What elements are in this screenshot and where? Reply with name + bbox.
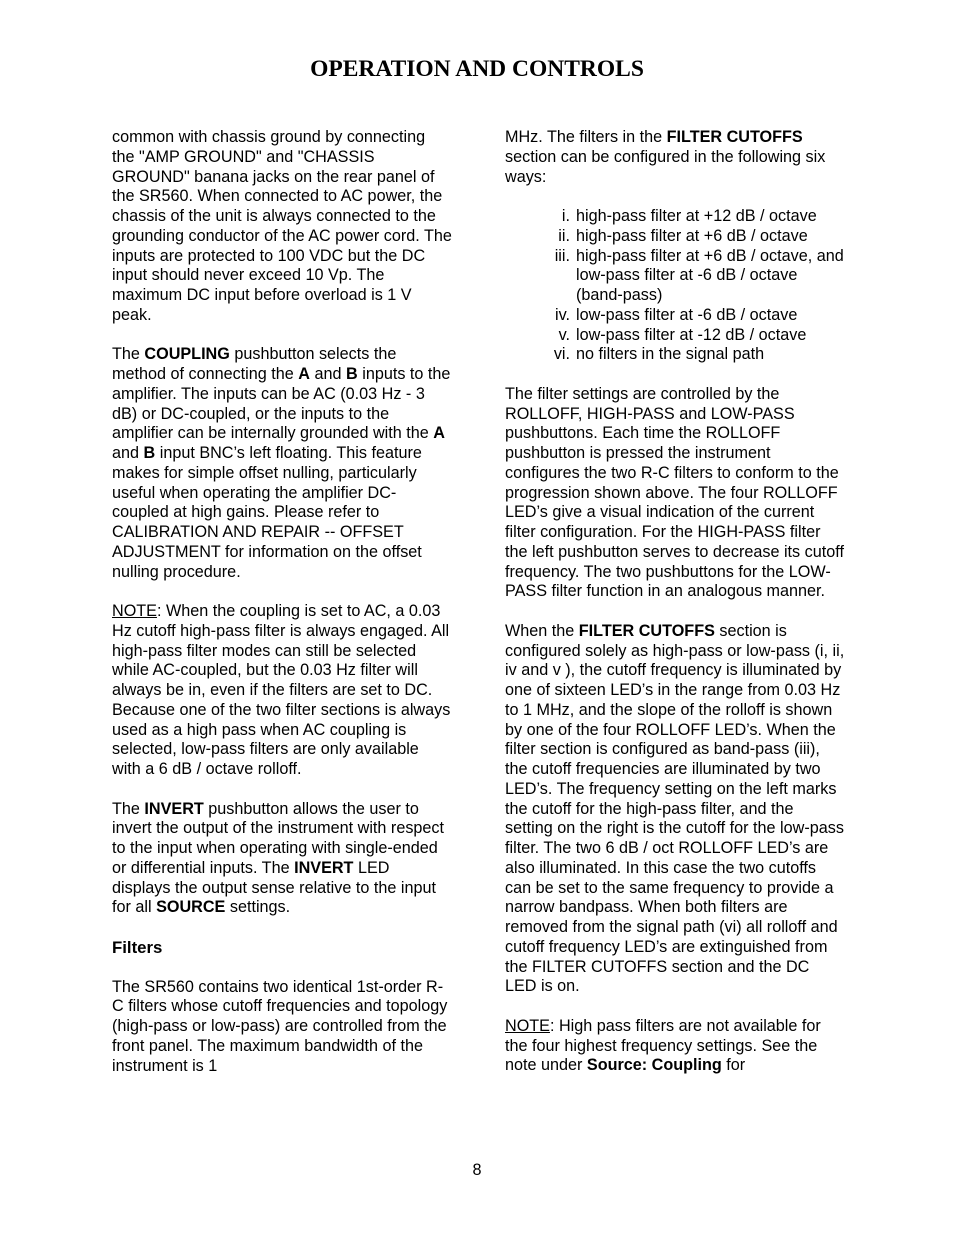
paragraph-highpass-note: NOTE: High pass filters are not available for the four highest frequency settings. See the note under Source: Coupling for	[505, 1016, 821, 1075]
paragraph-ground: common with chassis ground by connecting the "AMP GROUND" and "CHASSIS GROUND" banana jacks on the rear panel of the SR560. When connected to AC power, the chassis of the unit is always connected to the grounding conductor of the AC power cord. The inputs are protected to 100 VDC but the DC input should never exceed 10 Vp. The maximum DC input before overload is 1 V peak.	[112, 128, 452, 324]
list-item: iii. high-pass filter at +6 dB / octave, and low-pass filter at -6 dB / octave (band-pass)	[554, 246, 844, 304]
right-column	[505, 128, 845, 1076]
paragraph-filter-config: MHz. The filters in the FILTER CUTOFFS section can be configured in the following six ways:	[505, 128, 826, 186]
paragraph-invert: The INVERT pushbutton allows the user to invert the output of the instrument with respect to the input when operating with single-ended or differential inputs. The INVERT LED displays the output sense relative to the input for all SOURCE settings.	[112, 799, 445, 917]
paragraph-filter-leds: When the FILTER CUTOFFS section is configured solely as high-pass or low-pass (i, ii, iv and v ), the cutoff frequency is illuminated by one of sixteen LED’s in the range from 0.03 Hz to 1 MHz, and the slope of the rolloff is shown by one of the four ROLLOFF LED’s. When the filter section is configured as band-pass (iii), the cutoff frequencies are illuminated by two LED’s. The frequency setting on the left marks the cutoff for the high-pass filter, and the setting on the right is the cutoff for the low-pass filter. The two 6 dB / oct ROLLOFF LED’s are also illuminated. In this case the two cutoffs can be set to the same frequency to provide a narrow bandpass. When both filters are removed from the signal path (vi) all rolloff and cutoff frequency LED’s are extinguished from the FILTER CUTOFFS section and the DC LED is on.	[505, 621, 845, 996]
list-item: i. high-pass filter at +12 dB / octave	[561, 207, 817, 225]
page-number: 8	[472, 1161, 482, 1179]
section-heading-filters: Filters	[112, 938, 163, 957]
paragraph-coupling: The COUPLING pushbutton selects the method of connecting the A and B inputs to the amplifier. The inputs can be AC (0.03 Hz - 3 dB) or DC-coupled, or the inputs to the amplifier can be internally grounded with the A and B input BNC’s left floating. This feature makes for simple offset nulling, particularly useful when operating the amplifier DC-coupled at high gains. Please refer to CALIBRATION AND REPAIR -- OFFSET ADJUSTMENT for information on the offset nulling procedure.	[112, 345, 451, 581]
left-column	[112, 128, 452, 1076]
paragraph-rolloff: The filter settings are controlled by the ROLLOFF, HIGH-PASS and LOW-PASS pushbuttons. Each time the ROLLOFF pushbutton is pressed the instrument configures the two R-C filters to conform to the progression shown above. The four ROLLOFF LED’s give a visual indication of the current filter configuration. For the HIGH-PASS filter the left pushbutton serves to decrease its cutoff frequency. The two pushbuttons for the LOW-PASS filter function in an analogous manner.	[505, 384, 844, 601]
page-title: OPERATION AND CONTROLS	[310, 56, 644, 82]
paragraph-coupling-note: NOTE: When the coupling is set to AC, a 0.03 Hz cutoff high-pass filter is always engaged. All high-pass filter modes can still be selected while AC-coupled, but the 0.03 Hz filter will always be in, even if the filters are set to DC. Because one of the two filter sections is always used as a high pass when AC coupling is selected, low-pass filters are only available with a 6 dB / octave rolloff.	[112, 602, 451, 778]
list-item: v. low-pass filter at -12 dB / octave	[558, 325, 807, 344]
filter-mode-list	[505, 207, 845, 365]
list-item: ii. high-pass filter at +6 dB / octave	[558, 226, 808, 245]
list-item: iv. low-pass filter at -6 dB / octave	[555, 305, 798, 324]
paragraph-filters-intro: The SR560 contains two identical 1st-order R-C filters whose cutoff frequencies and topology (high-pass or low-pass) are controlled from the front panel. The maximum bandwidth of the instrument is 1	[112, 977, 448, 1075]
list-item: vi. no filters in the signal path	[553, 345, 765, 364]
